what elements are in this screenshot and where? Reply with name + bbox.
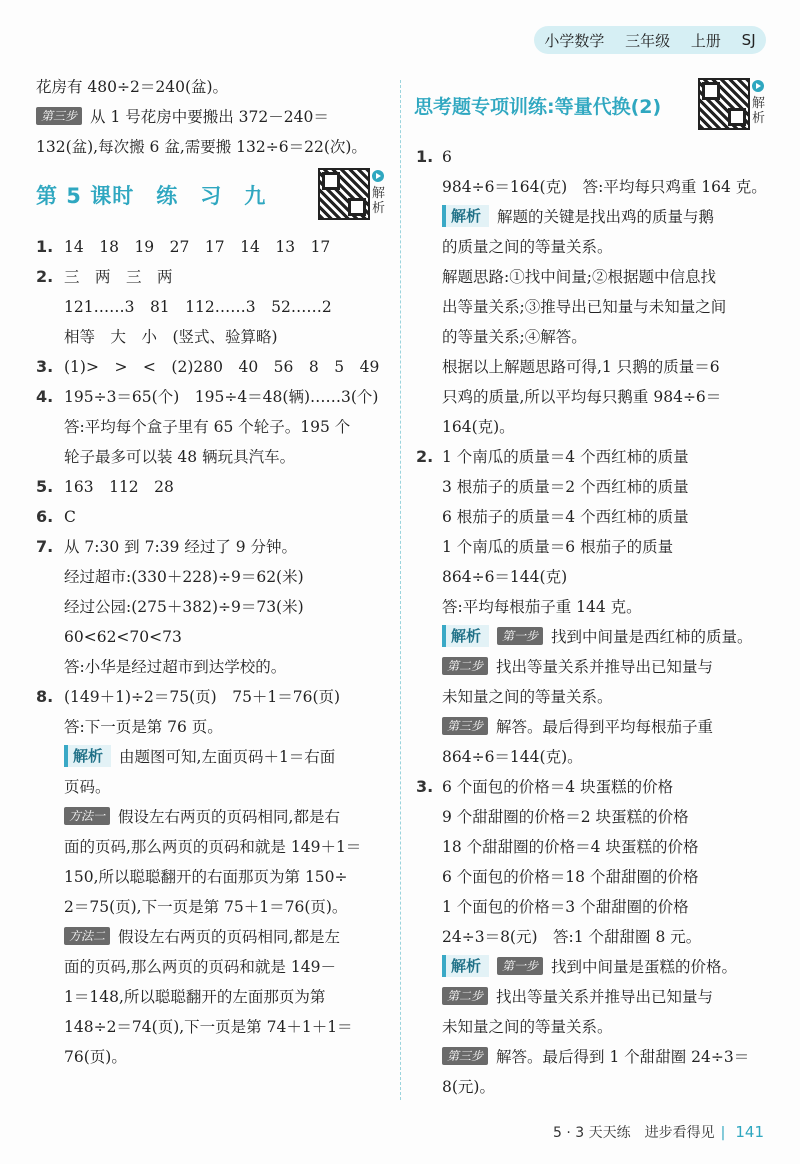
analysis-text: 页码。 <box>64 778 111 796</box>
answer-text: C <box>64 508 76 526</box>
step3-tag: 第三步 <box>442 717 488 735</box>
play-icon[interactable] <box>752 80 764 92</box>
analysis-text: 未知量之间的等量关系。 <box>442 688 613 706</box>
question-number: 2. <box>36 267 54 286</box>
page-footer <box>553 1122 764 1142</box>
text-line: 从 1 号花房中要搬出 372－240＝ <box>90 108 329 126</box>
text-line: 花房有 480÷2＝240(盆)。 <box>36 78 229 96</box>
footer-separator: | <box>720 1125 726 1141</box>
question-number: 2. <box>416 447 434 466</box>
header-volume: 上册 <box>690 31 721 50</box>
right-column <box>414 72 774 1102</box>
analysis-text: 864÷6＝144(克)。 <box>442 748 583 766</box>
analysis-badge: 解析 <box>442 955 489 977</box>
analysis-text: 解题的关键是找出鸡的质量与鹅 <box>497 208 715 226</box>
analysis-text: 150,所以聪聪翻开的右面那页为第 150÷ <box>64 868 348 886</box>
analysis-text: 找到中间量是蛋糕的价格。 <box>551 958 738 976</box>
analysis-text: 出等量关系;③推导出已知量与未知量之间 <box>442 298 727 316</box>
analysis-text: 根据以上解题思路可得,1 只鹅的质量＝6 <box>442 358 720 376</box>
play-icon[interactable] <box>372 170 384 182</box>
page-number: 141 <box>735 1123 764 1141</box>
answer-text: (1)> > < (2)280 40 56 8 5 49 <box>64 358 380 376</box>
answer-text: 864÷6＝144(克) <box>442 568 568 586</box>
analysis-text: 的等量关系;④解答。 <box>442 328 587 346</box>
analysis-text: 找出等量关系并推导出已知量与 <box>496 658 714 676</box>
answer-text: 24÷3＝8(元) 答:1 个甜甜圈 8 元。 <box>442 928 702 946</box>
qr-label: 解析 <box>372 186 386 216</box>
qr-label: 解析 <box>752 96 766 126</box>
answer-text: 三 两 三 两 <box>64 268 173 286</box>
question-number: 6. <box>36 507 54 526</box>
answer-text: 6 <box>442 148 452 166</box>
method1-tag: 方法一 <box>64 807 110 825</box>
step3-tag: 第三步 <box>36 107 82 125</box>
answer-text: 1 个南瓜的质量＝4 个西红柿的质量 <box>442 448 689 466</box>
analysis-badge: 解析 <box>64 745 111 767</box>
answer-text: 195÷3＝65(个) 195÷4＝48(辆)……3(个) <box>64 388 379 406</box>
analysis-text: 的质量之间的等量关系。 <box>442 238 613 256</box>
answer-text: 9 个甜甜圈的价格＝2 块蛋糕的价格 <box>442 808 689 826</box>
analysis-text: 未知量之间的等量关系。 <box>442 1018 613 1036</box>
analysis-badge: 解析 <box>442 625 489 647</box>
analysis-text: 找到中间量是西红柿的质量。 <box>551 628 753 646</box>
answer-text: 1 个南瓜的质量＝6 根茄子的质量 <box>442 538 674 556</box>
analysis-text: 164(克)。 <box>442 418 515 436</box>
answer-text: 答:小华是经过超市到达学校的。 <box>64 658 287 676</box>
analysis-text: 解答。最后得到平均每根茄子重 <box>496 718 714 736</box>
analysis-text: 假设左右两页的页码相同,都是左 <box>118 928 340 946</box>
answer-text: 答:平均每根茄子重 144 克。 <box>442 598 642 616</box>
step1-tag: 第一步 <box>497 957 543 975</box>
analysis-text: 76(页)。 <box>64 1048 127 1066</box>
method2-tag: 方法二 <box>64 927 110 945</box>
answer-text: 6 根茄子的质量＝4 个西红柿的质量 <box>442 508 689 526</box>
answer-text: 121……3 81 112……3 52……2 <box>64 298 332 316</box>
analysis-text: 解题思路:①找中间量;②根据题中信息找 <box>442 268 716 286</box>
answer-text: 1 个面包的价格＝3 个甜甜圈的价格 <box>442 898 689 916</box>
question-number: 3. <box>36 357 54 376</box>
answer-text: 3 根茄子的质量＝2 个西红柿的质量 <box>442 478 689 496</box>
analysis-text: 由题图可知,左面页码＋1＝右面 <box>119 748 336 766</box>
answer-text: 163 112 28 <box>64 478 174 496</box>
answer-text: 答:平均每个盒子里有 65 个轮子。195 个 <box>64 418 351 436</box>
analysis-text: 假设左右两页的页码相同,都是右 <box>118 808 340 826</box>
question-number: 1. <box>416 147 434 166</box>
analysis-text: 2＝75(页),下一页是第 75＋1＝76(页)。 <box>64 898 348 916</box>
lesson-title: 第 5 课时 练 习 九 <box>36 184 267 208</box>
header-edition: SJ <box>741 31 756 49</box>
header-grade: 三年级 <box>625 31 671 50</box>
answer-text: 14 18 19 27 17 14 13 17 <box>64 238 331 256</box>
analysis-text: 148÷2＝74(页),下一页是第 74＋1＋1＝ <box>64 1018 353 1036</box>
header-subject: 小学数学 <box>544 31 605 50</box>
column-divider <box>400 80 401 1100</box>
question-number: 1. <box>36 237 54 256</box>
answer-text: 相等 大 小 (竖式、验算略) <box>64 328 278 346</box>
analysis-text: 面的页码,那么两页的页码和就是 149－ <box>64 958 336 976</box>
question-number: 3. <box>416 777 434 796</box>
step2-tag: 第二步 <box>442 657 488 675</box>
question-number: 5. <box>36 477 54 496</box>
analysis-text: 8(元)。 <box>442 1078 495 1096</box>
special-training-title: 思考题专项训练:等量代换(2) <box>414 96 662 118</box>
qr-code-icon[interactable] <box>698 78 750 130</box>
analysis-text: 找出等量关系并推导出已知量与 <box>496 988 714 1006</box>
answer-text: 6 个面包的价格＝18 个甜甜圈的价格 <box>442 868 699 886</box>
step3-tag: 第三步 <box>442 1047 488 1065</box>
qr-code-icon[interactable] <box>318 168 370 220</box>
answer-text: 从 7:30 到 7:39 经过了 9 分钟。 <box>64 538 298 556</box>
answer-text: 984÷6＝164(克) 答:平均每只鸡重 164 克。 <box>442 178 767 196</box>
answer-text: (149＋1)÷2＝75(页) 75＋1＝76(页) <box>64 688 341 706</box>
text-line: 132(盆),每次搬 6 盆,需要搬 132÷6＝22(次)。 <box>36 138 367 156</box>
answer-text: 轮子最多可以装 48 辆玩具汽车。 <box>64 448 296 466</box>
special-training-header <box>414 72 774 142</box>
question-number: 7. <box>36 537 54 556</box>
answer-text: 经过超市:(330＋228)÷9＝62(米) <box>64 568 304 586</box>
answer-text: 18 个甜甜圈的价格＝4 块蛋糕的价格 <box>442 838 699 856</box>
step1-tag: 第一步 <box>497 627 543 645</box>
left-column <box>36 72 388 1072</box>
header-pill <box>534 26 766 54</box>
answer-text: 答:下一页是第 76 页。 <box>64 718 223 736</box>
answer-text: 6 个面包的价格＝4 块蛋糕的价格 <box>442 778 674 796</box>
question-number: 4. <box>36 387 54 406</box>
analysis-text: 1＝148,所以聪聪翻开的左面那页为第 <box>64 988 326 1006</box>
analysis-text: 面的页码,那么两页的页码和就是 149＋1＝ <box>64 838 362 856</box>
answer-text: 经过公园:(275＋382)÷9＝73(米) <box>64 598 304 616</box>
lesson-section-header <box>36 162 388 232</box>
question-number: 8. <box>36 687 54 706</box>
step2-tag: 第二步 <box>442 987 488 1005</box>
analysis-text: 只鸡的质量,所以平均每只鹅重 984÷6＝ <box>442 388 722 406</box>
answer-text: 60<62<70<73 <box>64 628 182 646</box>
footer-brand: 5 · 3 天天练 进步看得见 <box>553 1125 715 1141</box>
analysis-badge: 解析 <box>442 205 489 227</box>
analysis-text: 解答。最后得到 1 个甜甜圈 24÷3＝ <box>496 1048 750 1066</box>
